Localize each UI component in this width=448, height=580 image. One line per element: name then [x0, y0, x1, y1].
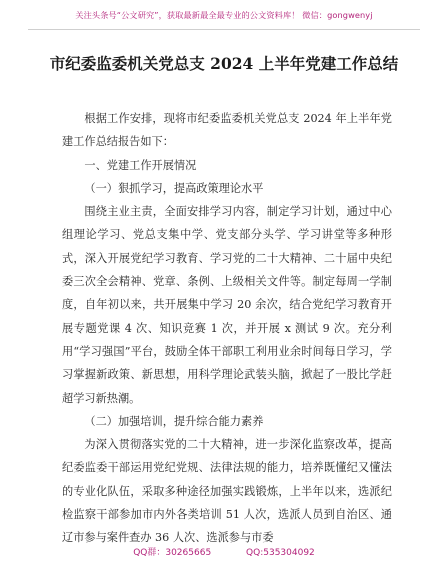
subsection-heading-1: （一）狠抓学习，提高政策理论水平: [84, 181, 264, 195]
footer-contact: [0, 545, 448, 558]
subsection-heading-2: （二）加强培训，提升综合能力素养: [84, 414, 264, 428]
footer-qq-group: QQ群：30265665: [133, 548, 212, 558]
document-body: [62, 107, 392, 550]
body-paragraph-2: 为深入贯彻落实党的二十大精神，进一步深化监察改革，提高纪委监委干部运用党纪党规、法律法规的能力，培养既懂纪又懂法的专业化队伍，采取多种途径加强实践锻炼，上半年以来，选派纪检监察干部参加市内外各类培训 51 人次，选派人员到自治区、通辽市参与案件查办 36 人次、选派参与市委: [62, 438, 392, 545]
body-paragraph-1: 围绕主业主责，全面安排学习内容，制定学习计划，通过中心组理论学习、党总支集中学、党支部分头学、学习讲堂等多种形式，深入开展党纪学习教育、学习党的二十大精神、二十届中央纪委三次全会精神、党章、条例、上级相关文件等。制定每周一学制度，自年初以来，共开展集中学习 20 余次，结合党纪学习教育开展专题党课 4 次、知识竞赛 1 次，并开展 x 测试 9 次。充分利用“学习强国”平台，鼓励全体干部职工利用业余时间每日学习，学习掌握新政策、新思想，用科学理论武装头脑，掀起了一股比学赶超学习新热潮。: [62, 205, 392, 405]
page-title: 市纪委监委机关党总支 2024 上半年党建工作总结: [49, 54, 399, 73]
footer-qq: QQ:535304092: [246, 548, 315, 558]
intro-paragraph: 根据工作安排，现将市纪委监委机关党总支 2024 年上半年党建工作总结报告如下：: [62, 112, 392, 149]
header-note: 关注头条号“公文研究”，获取最新最全最专业的公文资料库！ 微信：gongwenyj: [75, 10, 373, 20]
section-heading: 一、党建工作开展情况: [84, 158, 197, 172]
header-divider: [28, 29, 420, 30]
